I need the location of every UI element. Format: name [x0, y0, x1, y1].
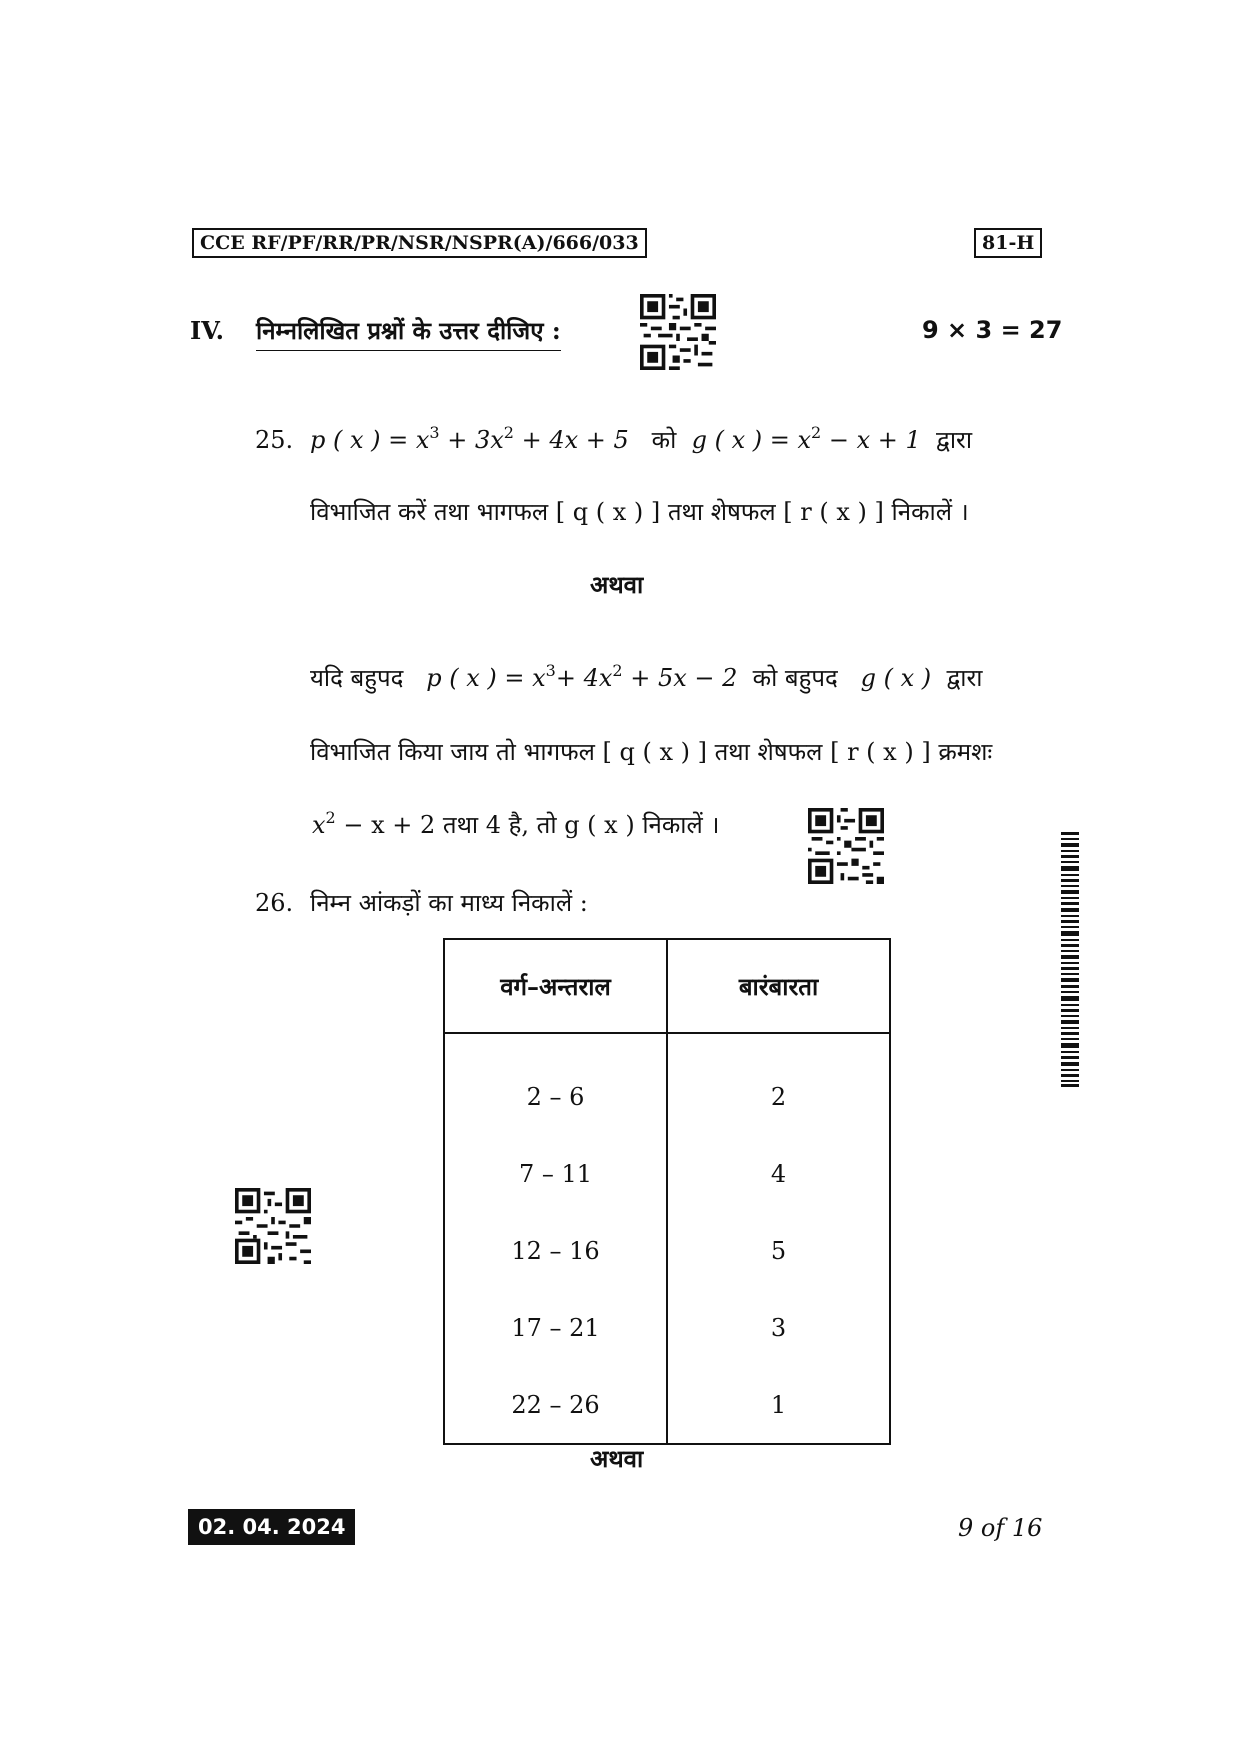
table-header-row [444, 939, 890, 1033]
term: − x + 1 [821, 426, 921, 454]
qr-code-icon [640, 294, 716, 370]
table-cell: 17 – 21 [444, 1289, 667, 1366]
table-cell: 7 – 11 [444, 1135, 667, 1212]
qr-code-icon [808, 808, 884, 884]
ko-bahupad: को बहुपद [752, 664, 838, 692]
yadi-bahupad: यदि बहुपद [310, 664, 404, 692]
frequency-table [443, 938, 891, 1445]
section-number: IV. [190, 316, 225, 345]
barcode-icon [1061, 832, 1079, 1087]
section-marks: 9 × 3 = 27 [922, 316, 1063, 344]
table-cell: 5 [667, 1212, 890, 1289]
table-cell: 2 [667, 1033, 890, 1135]
question-25-line1 [310, 425, 972, 455]
ko-word: को [651, 426, 677, 454]
question-25-alt-line3 [312, 810, 720, 840]
table-row [444, 1212, 890, 1289]
or-divider: अथवा [590, 1444, 644, 1473]
exponent: 3 [545, 661, 556, 680]
question-25-number: 25. [255, 426, 294, 454]
term: + 5x − 2 [622, 664, 738, 692]
paper-code-label: CCE RF/PF/RR/PR/NSR/NSPR(A)/666/033 [192, 228, 647, 258]
exponent: 2 [811, 423, 822, 442]
table-cell: 22 – 26 [444, 1366, 667, 1444]
exponent: 2 [325, 808, 336, 827]
term: + 4x + 5 [513, 426, 629, 454]
p-of-x: p ( x ) = x [426, 664, 546, 692]
question-25-line2: विभाजित करें तथा भागफल [ q ( x ) ] तथा शेषफल [ r ( x ) ] निकालें । [310, 498, 969, 526]
table-header-frequency: बारंबारता [667, 939, 890, 1033]
or-divider: अथवा [590, 570, 644, 599]
table-cell: 1 [667, 1366, 890, 1444]
exam-date: 02. 04. 2024 [188, 1509, 355, 1545]
question-25-alt-line1 [310, 663, 983, 693]
question-26-text: निम्न आंकड़ों का माध्य निकालें : [310, 889, 588, 917]
term: + 4x [555, 664, 613, 692]
table-cell: 12 – 16 [444, 1212, 667, 1289]
subject-code-label: 81-H [974, 228, 1042, 258]
exponent: 3 [429, 423, 440, 442]
table-row [444, 1366, 890, 1444]
question-25-alt-line2: विभाजित किया जाय तो भागफल [ q ( x ) ] तथा शेषफल [ r ( x ) ] क्रमशः [310, 738, 993, 766]
table-cell: 4 [667, 1135, 890, 1212]
question-26-number: 26. [255, 889, 294, 917]
term: + 3x [439, 426, 504, 454]
g-of-x: g ( x ) [860, 664, 932, 692]
dwara-word: द्वारा [936, 426, 973, 454]
section-title: निम्नलिखित प्रश्नों के उत्तर दीजिए : [256, 314, 561, 351]
dwara-word: द्वारा [946, 664, 983, 692]
x-term: x [312, 811, 326, 839]
exponent: 2 [503, 423, 514, 442]
g-of-x: g ( x ) = x [691, 426, 812, 454]
table-cell: 2 – 6 [444, 1033, 667, 1135]
table-row [444, 1135, 890, 1212]
table-header-class-interval: वर्ग–अन्तराल [444, 939, 667, 1033]
table-row [444, 1033, 890, 1135]
table-row [444, 1289, 890, 1366]
exponent: 2 [612, 661, 623, 680]
page-number: 9 of 16 [958, 1514, 1043, 1542]
table-cell: 3 [667, 1289, 890, 1366]
term: − x + 2 तथा 4 है, तो g ( x ) निकालें । [335, 811, 720, 839]
qr-code-icon [235, 1188, 311, 1264]
p-of-x: p ( x ) = x [310, 426, 430, 454]
